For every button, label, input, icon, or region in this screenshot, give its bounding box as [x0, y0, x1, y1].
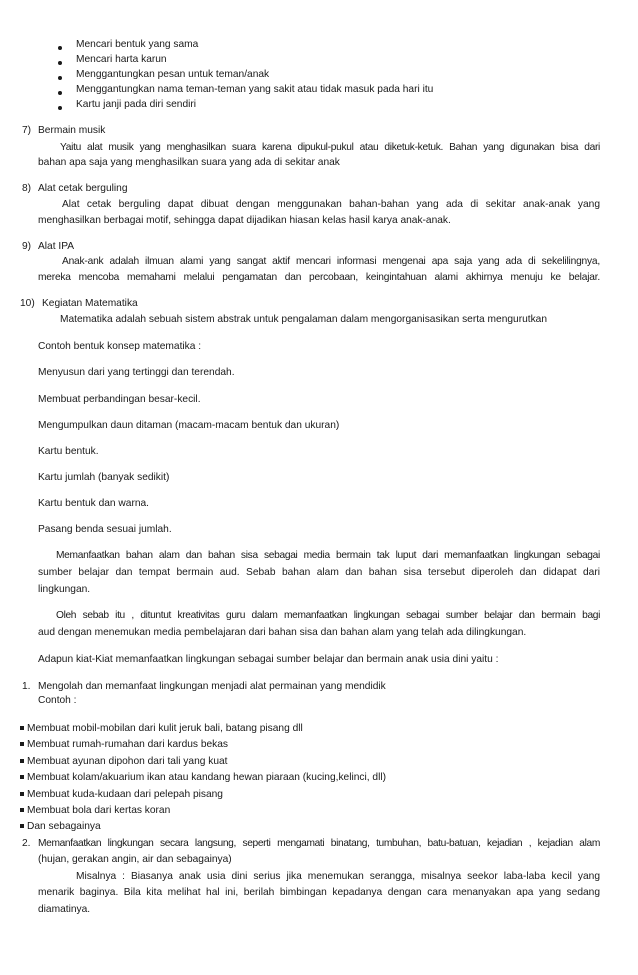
section-number: 8) — [22, 183, 32, 194]
square-bullet-icon — [20, 726, 24, 730]
paragraph-line: Memanfaatkan bahan alam dan bahan sisa sebagai media bermain tak luput dari memanfaatkan lingkungan sebagai — [56, 550, 600, 561]
bullet-dot — [58, 91, 62, 95]
list-item: Dan sebagainya — [20, 820, 101, 835]
section-text: Anak-ank adalah ilmuan alami yang sangat aktif mencari informasi mengenai apa saja yang ada di sekelilingnya, — [62, 256, 600, 267]
list-item: Membuat kolam/akuarium ikan atau kandang hewan piaraan (kucing,kelinci, dll) — [20, 771, 386, 786]
list-item: Membuat kuda-kudaan dari pelepah pisang — [20, 788, 223, 803]
square-bullet-icon — [20, 792, 24, 796]
item-text: (hujan, gerakan angin, air dan sebagainya) — [38, 854, 232, 865]
section-number: 7) — [22, 125, 32, 136]
section-title: Bermain musik — [38, 125, 106, 136]
paragraph-line: sumber belajar dan tempat bermain aud. Sebab bahan alam dan bahan sisa tersebut diperoleh dan didapat dari — [38, 567, 600, 578]
square-bullet-icon — [20, 808, 24, 812]
list-item: Kartu bentuk. — [38, 446, 99, 457]
section-text: mereka mencoba memahami melalui pengamatan dan percobaan, keingintahuan alami akhirnya menuju ke belajar. — [38, 272, 600, 283]
list-item: Mengumpulkan daun ditaman (macam-macam bentuk dan ukuran) — [38, 420, 340, 431]
square-bullet-icon — [20, 759, 24, 763]
item-subtitle: Contoh : — [38, 695, 77, 706]
item-text: menarik baginya. Bila kita melihat hal ini, berilah bimbingan kepadanya dengan cara menanyakan apa yang sedang — [38, 887, 600, 898]
list-item: Mencari harta karun — [76, 54, 167, 65]
section-title: Kegiatan Matematika — [42, 298, 138, 309]
list-item: Membuat bola dari kertas koran — [20, 804, 170, 819]
paragraph-line: lingkungan. — [38, 584, 91, 595]
item-text: diamatinya. — [38, 904, 91, 915]
list-item: Kartu jumlah (banyak sedikit) — [38, 472, 170, 483]
bullet-dot — [58, 76, 62, 80]
bullet-dot — [58, 106, 62, 110]
list-item: Menggantungkan pesan untuk teman/anak — [76, 69, 270, 80]
square-bullet-icon — [20, 742, 24, 746]
list-item: Kartu janji pada diri sendiri — [76, 99, 197, 110]
section-title: Alat cetak berguling — [38, 183, 128, 194]
item-number: 2. — [22, 838, 31, 849]
section-text: Matematika adalah sebuah sistem abstrak untuk pengalaman dalam mengorganisasikan serta mengurutkan — [60, 314, 548, 325]
section-number: 10) — [20, 298, 35, 309]
section-number: 9) — [22, 241, 32, 252]
paragraph-line: Oleh sebab itu , dituntut kreativitas guru dalam memanfaatkan lingkungan sebagai sumber belajar dan bermain bagi — [56, 610, 600, 621]
section-title: Alat IPA — [38, 241, 75, 252]
list-item: Kartu bentuk dan warna. — [38, 498, 150, 509]
list-item: Menggantungkan nama teman-teman yang sakit atau tidak masuk pada hari itu — [76, 84, 434, 95]
list-item: Membuat ayunan dipohon dari tali yang kuat — [20, 755, 228, 770]
item-text: Misalnya : Biasanya anak usia dini serius jika menemukan serangga, misalnya seekor laba-laba kecil yang — [76, 871, 600, 882]
item-title: Mengolah dan memanfaat lingkungan menjadi alat permainan yang mendidik — [38, 681, 386, 692]
list-item: Membuat perbandingan besar-kecil. — [38, 394, 201, 405]
item-number: 1. — [22, 681, 31, 692]
item-text: Memanfaatkan lingkungan secara langsung, seperti mengamati binatang, tumbuhan, batu-batuan, kejadian , kejadian alam — [38, 838, 600, 849]
intro-text: Adapun kiat-Kiat memanfaatkan lingkungan sebagai sumber belajar dan bermain anak usia dini yaitu : — [38, 654, 499, 665]
section-text: Yaitu alat musik yang menghasilkan suara karena dipukul-pukul atau diketuk-ketuk. Bahan yang digunakan bisa dari — [60, 142, 600, 153]
square-bullet-icon — [20, 775, 24, 779]
list-item: Pasang benda sesuai jumlah. — [38, 524, 172, 535]
bullet-dot — [58, 61, 62, 65]
list-item: Contoh bentuk konsep matematika : — [38, 341, 202, 352]
section-text: Alat cetak berguling dapat dibuat dengan menggunakan bahan-bahan yang ada di sekitar anak-anak yang — [62, 199, 600, 210]
section-text: menghasilkan berbagai motif, sehingga dapat dijadikan hiasan kelas hasil karya anak-anak. — [38, 215, 451, 226]
list-item: Membuat rumah-rumahan dari kardus bekas — [20, 738, 228, 753]
bullet-dot — [58, 46, 62, 50]
list-item: Membuat mobil-mobilan dari kulit jeruk bali, batang pisang dll — [20, 722, 303, 737]
section-text: bahan apa saja yang menghasilkan suara yang ada di sekitar anak — [38, 157, 340, 168]
list-item: Mencari bentuk yang sama — [76, 39, 199, 50]
list-item: Menyusun dari yang tertinggi dan terendah. — [38, 367, 235, 378]
paragraph-line: aud dengan menemukan media pembelajaran dari bahan sisa dan bahan alam yang telah ada dilingkungan. — [38, 627, 527, 638]
square-bullet-icon — [20, 824, 24, 828]
